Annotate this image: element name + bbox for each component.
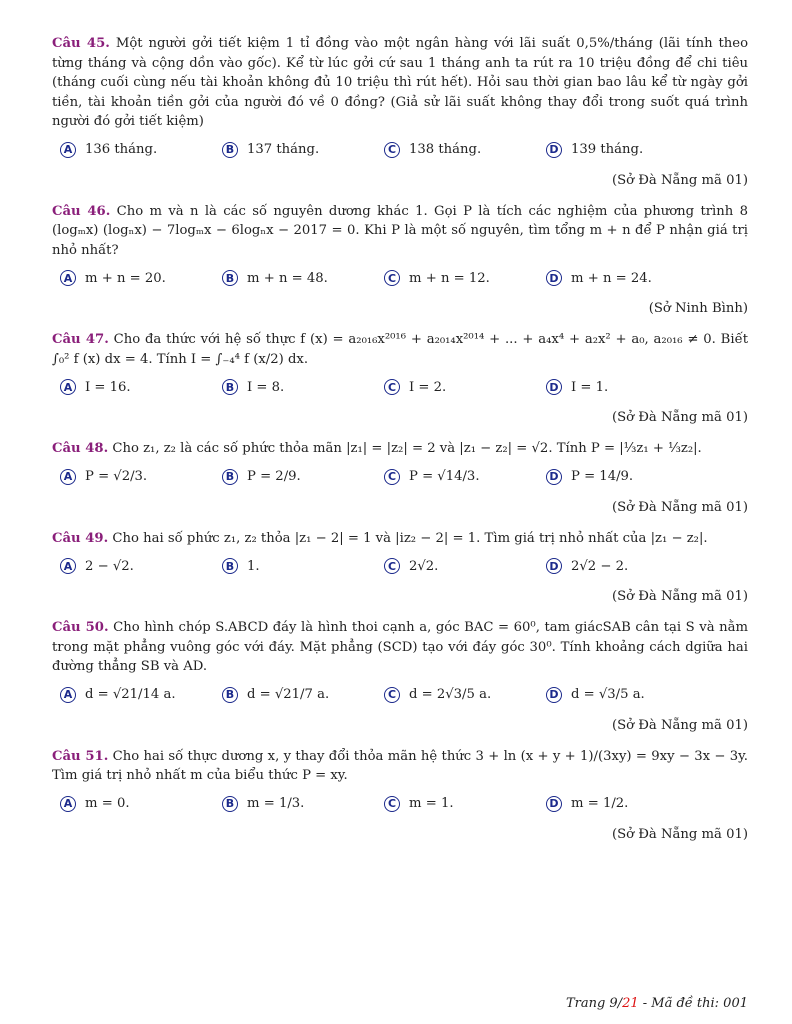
question-block — [52, 202, 748, 319]
option-text: m + n = 24. — [571, 270, 652, 286]
option-letter-badge: C — [384, 142, 400, 158]
answer-option-a[interactable] — [60, 379, 131, 395]
answer-options — [52, 270, 748, 292]
answer-options — [52, 687, 748, 709]
answer-options — [52, 796, 748, 818]
answer-options — [52, 558, 748, 580]
option-letter-badge: D — [546, 687, 562, 703]
footer-page-label: Trang 9/ — [565, 996, 623, 1011]
question-source: (Sở Đà Nẵng mã 01) — [611, 589, 748, 604]
option-text: P = √2/3. — [85, 469, 148, 484]
question-number: Câu 50. — [52, 620, 109, 635]
question-block — [52, 747, 748, 844]
question-block — [52, 529, 748, 607]
answer-option-c[interactable] — [384, 558, 438, 574]
answer-option-b[interactable] — [222, 796, 304, 812]
option-text: P = 14/9. — [571, 469, 634, 484]
answer-option-d[interactable] — [546, 558, 628, 574]
question-block — [52, 439, 748, 517]
question-source: (Sở Ninh Bình) — [648, 301, 748, 316]
answer-option-d[interactable] — [546, 379, 608, 395]
option-text: 136 tháng. — [85, 142, 158, 157]
answer-option-a[interactable] — [60, 687, 176, 703]
option-letter-badge: B — [222, 469, 238, 485]
option-letter-badge: D — [546, 796, 562, 812]
option-text: m = 1. — [409, 796, 454, 811]
option-letter-badge: D — [546, 142, 562, 158]
question-text — [52, 202, 748, 261]
answer-option-d[interactable] — [546, 687, 645, 703]
answer-option-a[interactable] — [60, 558, 134, 574]
option-letter-badge: A — [60, 796, 76, 812]
question-text — [52, 618, 748, 677]
answer-option-a[interactable] — [60, 469, 147, 485]
option-text: m = 0. — [85, 796, 130, 811]
answer-options — [52, 469, 748, 491]
answer-option-b[interactable] — [222, 558, 260, 574]
answer-options — [52, 142, 748, 164]
option-text: m = 1/3. — [247, 796, 305, 811]
option-text: m + n = 48. — [247, 270, 328, 286]
answer-option-b[interactable] — [222, 142, 319, 158]
answer-option-d[interactable] — [546, 469, 633, 485]
option-text: d = √3/5 a. — [571, 687, 645, 702]
option-text: 138 tháng. — [409, 142, 482, 157]
answer-options — [52, 379, 748, 401]
option-letter-badge: C — [384, 558, 400, 574]
answer-option-a[interactable] — [60, 796, 130, 812]
question-text — [52, 747, 748, 786]
option-text: 137 tháng. — [247, 142, 320, 157]
question-text — [52, 529, 748, 549]
question-number: Câu 46. — [52, 203, 111, 219]
option-letter-badge: A — [60, 687, 76, 703]
option-letter-badge: A — [60, 270, 76, 286]
option-letter-badge: A — [60, 469, 76, 485]
option-text: m + n = 12. — [409, 270, 490, 286]
question-number: Câu 51. — [52, 748, 109, 764]
question-source: (Sở Đà Nẵng mã 01) — [611, 826, 748, 842]
option-letter-badge: A — [60, 558, 76, 574]
option-letter-badge: C — [384, 379, 400, 395]
answer-option-d[interactable] — [546, 142, 643, 158]
option-letter-badge: C — [384, 270, 400, 286]
question-body: Cho hai số phức z₁, z₂ thỏa |z₁ − 2| = 1 và |iz₂ − 2| = 1. Tìm giá trị nhỏ nhất của |z₁ − z₂|. — [112, 530, 708, 546]
option-letter-badge: C — [384, 687, 400, 703]
answer-option-c[interactable] — [384, 142, 481, 158]
question-number: Câu 47. — [52, 332, 109, 347]
question-body: Một người gởi tiết kiệm 1 tỉ đồng vào một ngân hàng với lãi suất 0,5%/tháng (lãi tính theo từng tháng và cộng dồn vào gốc). Kể từ lúc gởi cứ sau 1 tháng anh ta rút ra 10 triệu đồng để chi tiêu (tháng cuối cùng nếu tài khoản không đủ 10 triệu thì rút hết). Hỏi sau thời gian bao lâu kể từ ngày gởi tiền, tài khoản tiền gởi của người đó về 0 đồng? (Giả sử lãi suất không thay đổi trong suốt quá trình người đó gởi tiết kiệm) — [52, 36, 749, 129]
question-text — [52, 330, 748, 369]
option-letter-badge: B — [222, 142, 238, 158]
page-footer — [566, 996, 748, 1011]
question-block — [52, 618, 748, 735]
option-letter-badge: D — [546, 270, 562, 286]
option-text: 139 tháng. — [571, 142, 644, 157]
option-text: I = 1. — [571, 379, 609, 395]
question-body: Cho m và n là các số nguyên dương khác 1. Gọi P là tích các nghiệm của phương trình 8 (logₘx) (logₙx) − 7logₘx − 6logₙx − 2017 = 0. Khi P là một số nguyên, tìm tổng m + n để P nhận giá trị nhỏ nhất? — [52, 203, 748, 258]
answer-option-a[interactable] — [60, 142, 157, 158]
option-letter-badge: C — [384, 469, 400, 485]
option-letter-badge: D — [546, 379, 562, 395]
question-source: (Sở Đà Nẵng mã 01) — [611, 172, 748, 188]
answer-option-a[interactable] — [60, 270, 166, 286]
answer-option-c[interactable] — [384, 687, 491, 703]
question-source: (Sở Đà Nẵng mã 01) — [611, 499, 748, 515]
question-block — [52, 330, 748, 427]
option-letter-badge: A — [60, 142, 76, 158]
answer-option-b[interactable] — [222, 687, 329, 703]
option-text: 1. — [247, 558, 260, 574]
question-source: (Sở Đà Nẵng mã 01) — [611, 410, 748, 425]
answer-option-b[interactable] — [222, 469, 301, 485]
option-letter-badge: D — [546, 558, 562, 574]
answer-option-c[interactable] — [384, 469, 480, 485]
option-text: 2√2 − 2. — [571, 558, 629, 574]
footer-total-pages: 21 — [622, 996, 639, 1011]
option-text: d = √21/14 a. — [85, 687, 176, 702]
question-body: Cho z₁, z₂ là các số phức thỏa mãn |z₁| = |z₂| = 2 và |z₁ − z₂| = √2. Tính P = |⅓z₁ + ⅓z₂|. — [112, 441, 702, 456]
question-source: (Sở Đà Nẵng mã 01) — [611, 717, 748, 733]
option-text: d = √21/7 a. — [247, 687, 330, 702]
question-number: Câu 45. — [52, 36, 110, 51]
option-text: m + n = 20. — [85, 270, 166, 286]
option-text: 2 − √2. — [85, 558, 134, 574]
question-body: Cho hai số thực dương x, y thay đổi thỏa mãn hệ thức 3 + ln (x + y + 1)/(3xy) = 9xy − 3x − 3y. Tìm giá trị nhỏ nhất m của biểu thức P = xy. — [52, 748, 748, 783]
question-number: Câu 49. — [52, 530, 109, 546]
option-letter-badge: C — [384, 796, 400, 812]
question-text — [52, 439, 748, 459]
question-body: Cho đa thức với hệ số thực f (x) = a₂₀₁₆x²⁰¹⁶ + a₂₀₁₄x²⁰¹⁴ + ... + a₄x⁴ + a₂x² + a₀, a₂₀₁₆ ≠ 0. Biết ∫₀² f (x) dx = 4. Tính I = ∫₋₄⁴ f (x/2) dx. — [52, 332, 748, 367]
question-number: Câu 48. — [52, 441, 109, 456]
option-text: P = √14/3. — [409, 469, 480, 484]
option-text: d = 2√3/5 a. — [409, 687, 492, 702]
answer-option-c[interactable] — [384, 270, 490, 286]
option-letter-badge: D — [546, 469, 562, 485]
option-text: I = 16. — [85, 379, 131, 395]
answer-option-c[interactable] — [384, 796, 454, 812]
option-letter-badge: B — [222, 687, 238, 703]
option-text: 2√2. — [409, 558, 439, 574]
answer-option-d[interactable] — [546, 796, 628, 812]
question-text — [52, 34, 748, 132]
answer-option-b[interactable] — [222, 379, 284, 395]
option-text: m = 1/2. — [571, 796, 629, 811]
option-letter-badge: A — [60, 379, 76, 395]
answer-option-b[interactable] — [222, 270, 328, 286]
option-letter-badge: B — [222, 270, 238, 286]
answer-option-d[interactable] — [546, 270, 652, 286]
answer-option-c[interactable] — [384, 379, 446, 395]
option-letter-badge: B — [222, 796, 238, 812]
option-text: I = 8. — [247, 379, 285, 395]
option-text: P = 2/9. — [247, 469, 301, 484]
option-letter-badge: B — [222, 558, 238, 574]
question-body: Cho hình chóp S.ABCD đáy là hình thoi cạnh a, góc BAC = 60⁰, tam giácSAB cân tại S và nằm trong mặt phẳng vuông góc với đáy. Mặt phẳng (SCD) tạo với đáy góc 30⁰. Tính khoảng cách dgiữa hai đường thẳng SB và AD. — [52, 620, 748, 674]
option-letter-badge: B — [222, 379, 238, 395]
question-block — [52, 34, 748, 190]
option-text: I = 2. — [409, 379, 447, 395]
footer-exam-code: - Mã đề thi: 001 — [638, 996, 748, 1011]
exam-page — [52, 34, 748, 844]
